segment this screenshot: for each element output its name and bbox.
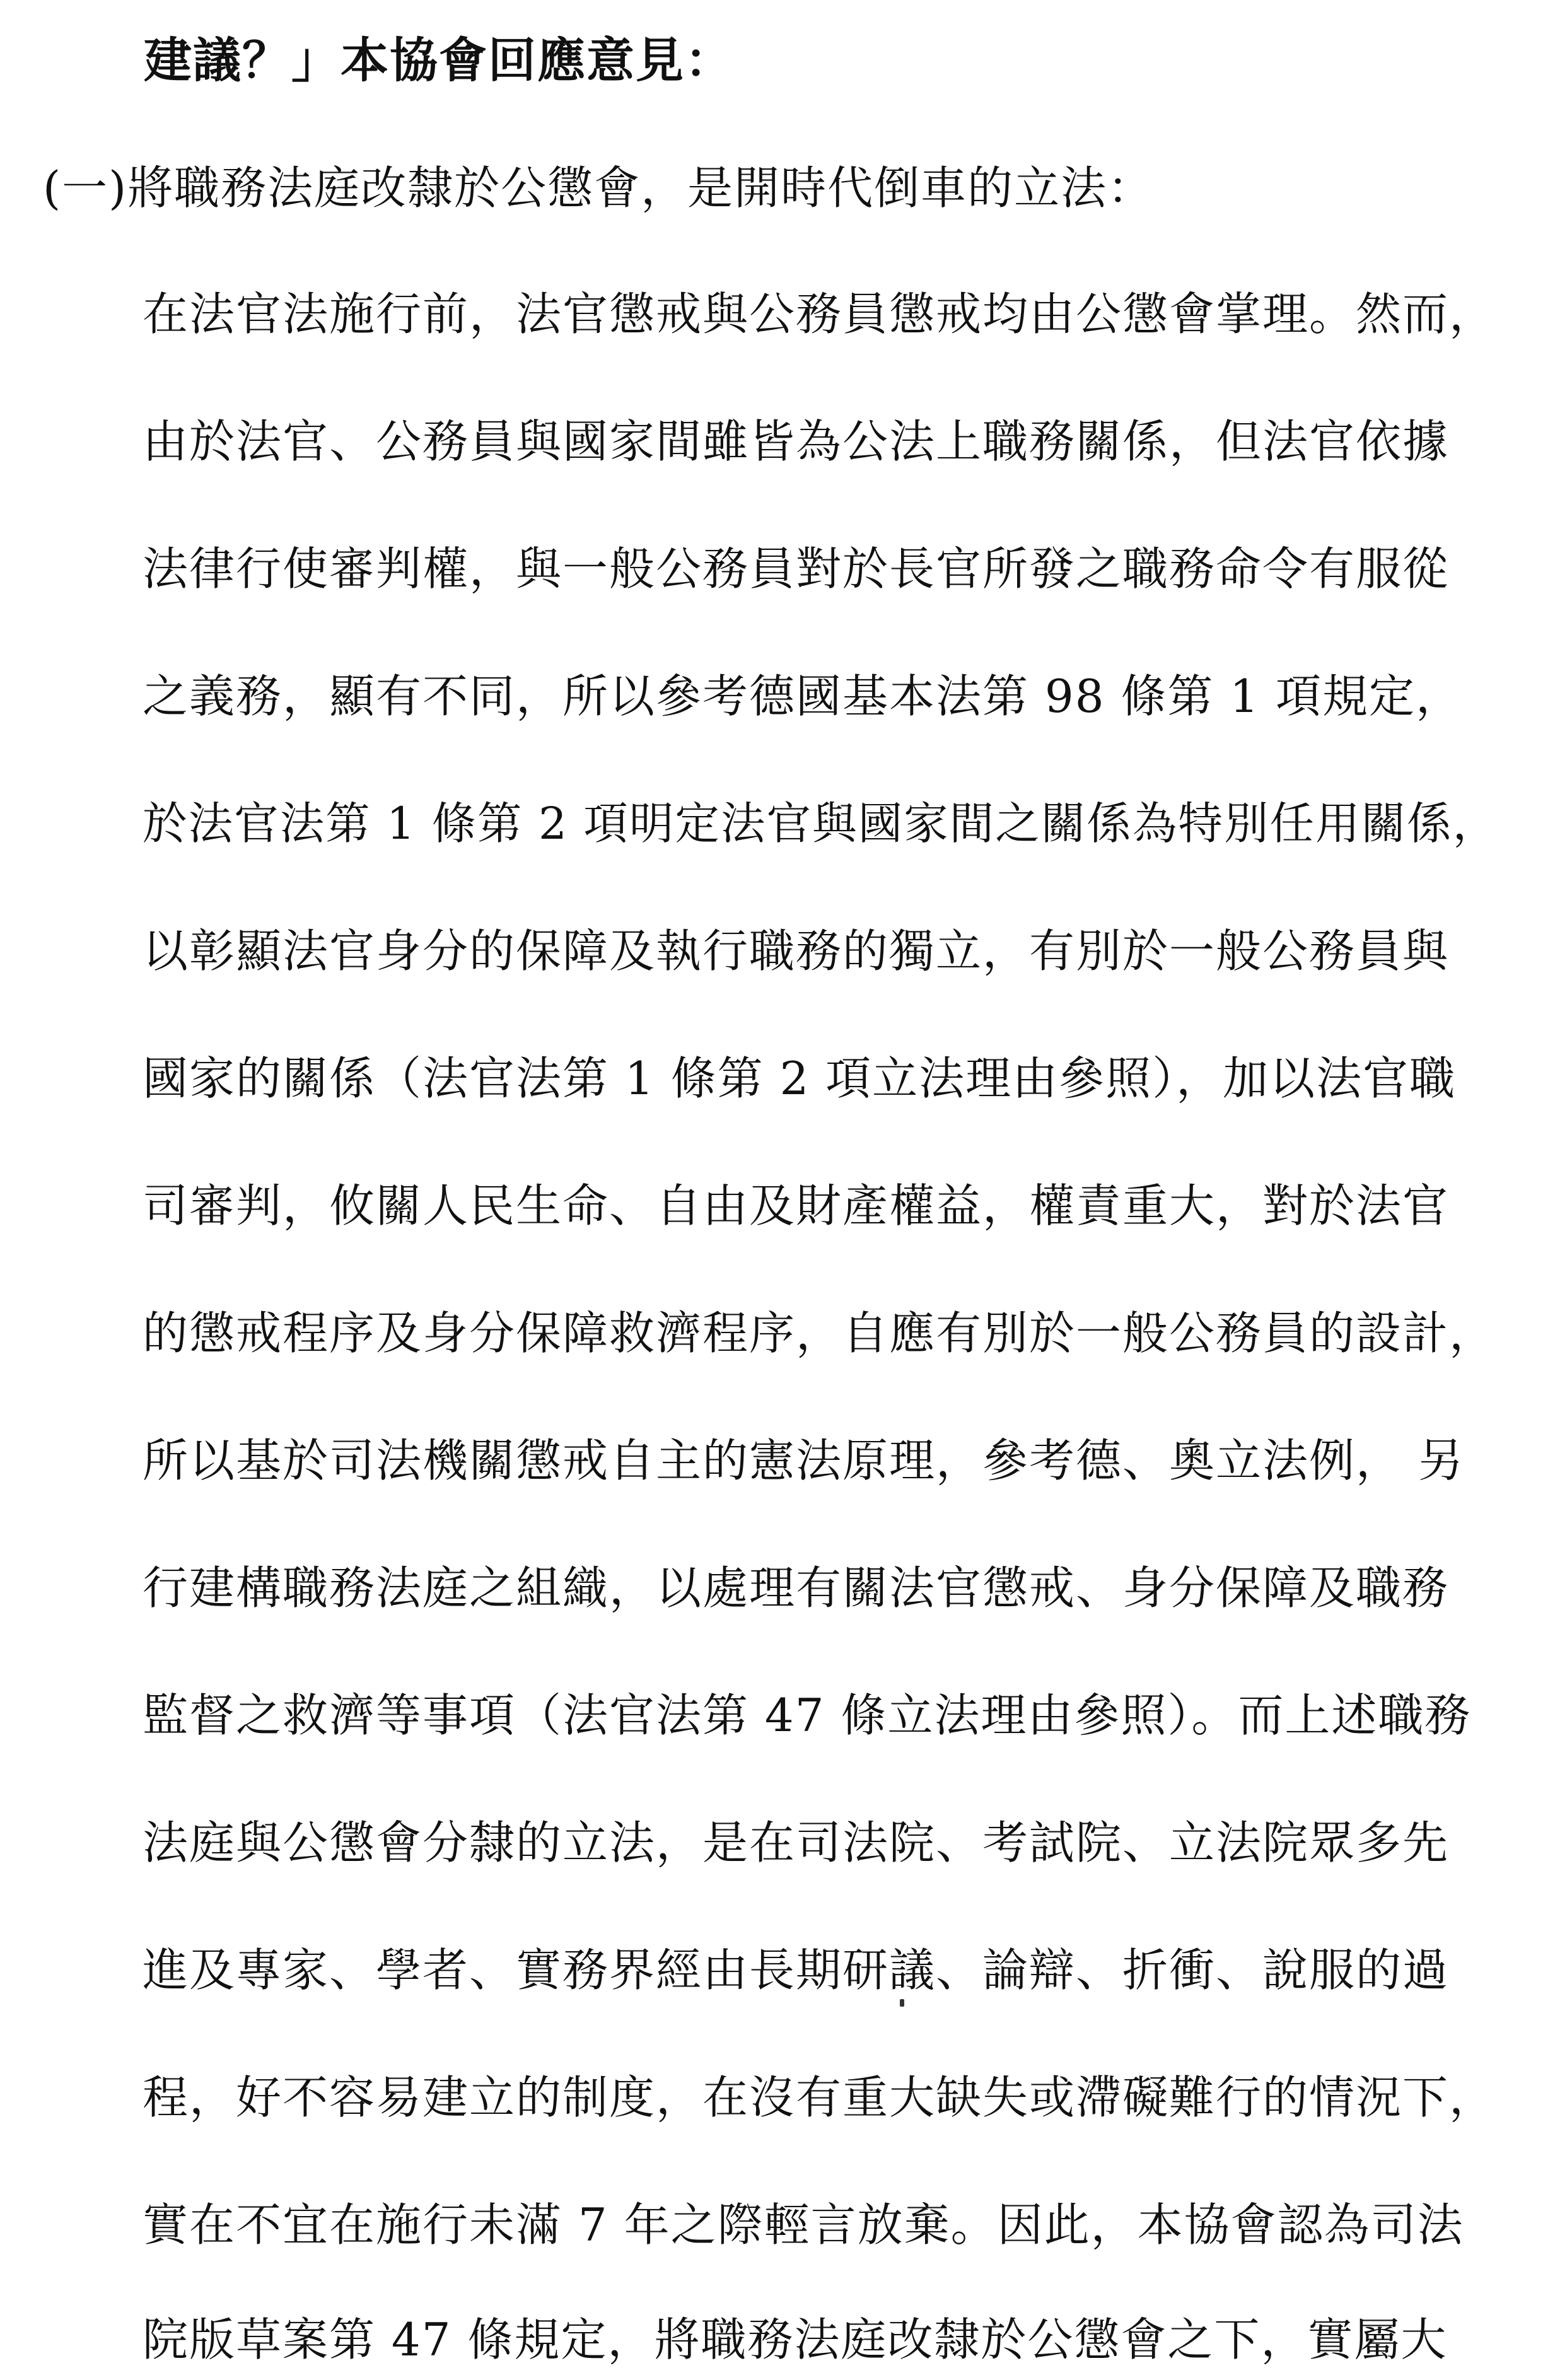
body-line: 院版草案第 47 條規定，將職務法庭改隸於公懲會之下，實屬大 — [143, 2313, 1448, 2366]
body-line: 在法官法施行前，法官懲戒與公務員懲戒均由公懲會掌理。然而， — [143, 288, 1496, 341]
body-line: 監督之救濟等事項（法官法第 47 條立法理由參照）。而上述職務 — [143, 1689, 1472, 1742]
body-line: 由於法官、公務員與國家間雖皆為公法上職務關係，但法官依據 — [143, 415, 1450, 468]
body-line: 實在不宜在施行未滿 7 年之際輕言放棄。因此，本協會認為司法 — [143, 2198, 1464, 2251]
body-line: 法律行使審判權，與一般公務員對於長官所發之職務命令有服從 — [143, 542, 1450, 595]
body-line: 行建構職務法庭之組織，以處理有關法官懲戒、身分保障及職務 — [143, 1561, 1450, 1614]
body-line: 程，好不容易建立的制度，在沒有重大缺失或滯礙難行的情況下， — [143, 2071, 1496, 2124]
body-line: 國家的關係（法官法第 1 條第 2 項立法理由參照），加以法官職 — [143, 1052, 1457, 1105]
body-line: 法庭與公懲會分隸的立法，是在司法院、考試院、立法院眾多先 — [143, 1816, 1450, 1869]
body-line: 進及專家、學者、實務界經由長期研議、論辯、折衝、說服的過 — [143, 1944, 1450, 1997]
body-line: 以彰顯法官身分的保障及執行職務的獨立，有別於一般公務員與 — [143, 925, 1450, 977]
scan-speck — [900, 1999, 904, 2007]
body-line: 司審判，攸關人民生命、自由及財產權益，權責重大，對於法官 — [143, 1179, 1450, 1232]
heading-text: 建議？」本協會回應意見： — [144, 32, 734, 88]
body-line: 於法官法第 1 條第 2 項明定法官與國家間之關係為特別任用關係， — [143, 798, 1499, 849]
section-title: (一)將職務法庭改隸於公懲會，是開時代倒車的立法： — [43, 161, 1155, 214]
body-line: 所以基於司法機關懲戒自主的憲法原理，參考德、奧立法例， 另 — [143, 1434, 1465, 1487]
body-line: 的懲戒程序及身分保障救濟程序，自應有別於一般公務員的設計， — [143, 1307, 1496, 1360]
body-line: 之義務，顯有不同，所以參考德國基本法第 98 條第 1 項規定， — [143, 670, 1462, 723]
